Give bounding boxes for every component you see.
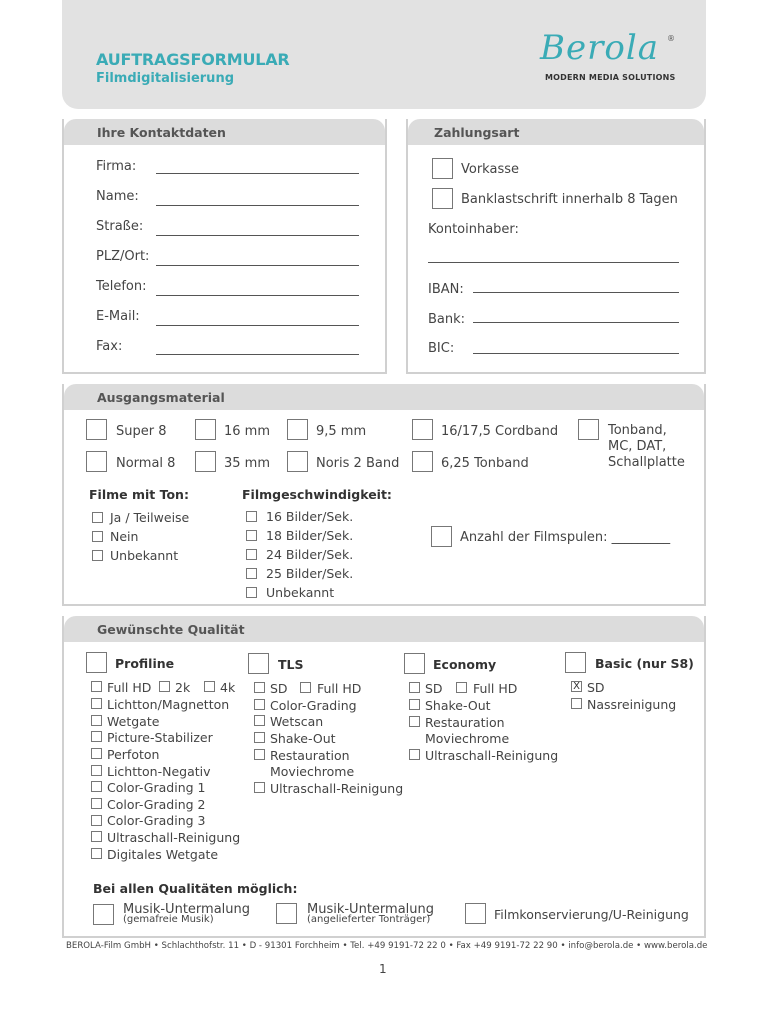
profiline-item-label: Lichtton-Negativ	[107, 764, 211, 779]
profiline-4k-checkbox[interactable]	[204, 681, 215, 692]
noris-label: Noris 2 Band	[316, 456, 400, 471]
registered-mark: ®	[667, 34, 675, 43]
contact-label-strasse: Straße:	[96, 219, 144, 234]
extra-conservation-label: Filmkonservierung/U-Reinigung	[494, 907, 689, 922]
tls-fullhd-checkbox[interactable]	[300, 682, 311, 693]
bic-field[interactable]	[473, 353, 679, 354]
iban-field[interactable]	[473, 292, 679, 293]
basic-sd-checkbox[interactable]	[571, 681, 582, 692]
extra-music-gemafrei-sub: (gemafreie Musik)	[123, 914, 214, 925]
profiline-checkbox[interactable]	[86, 652, 107, 673]
speed-unbekannt-label: Unbekannt	[266, 585, 335, 600]
economy-fullhd-label: Full HD	[473, 681, 518, 696]
profiline-item-checkbox[interactable]	[91, 765, 102, 776]
contact-field-firma[interactable]	[156, 173, 359, 174]
profiline-item-label: Wetgate	[107, 714, 160, 729]
lastschrift-checkbox[interactable]	[432, 188, 453, 209]
payment-panel-title: Zahlungsart	[408, 119, 704, 145]
extra-music-own-checkbox[interactable]	[276, 903, 297, 924]
mm16-checkbox[interactable]	[195, 419, 216, 440]
bic-label: BIC:	[428, 341, 455, 356]
profiline-item-checkbox[interactable]	[91, 781, 102, 792]
profiline-item-checkbox[interactable]	[91, 698, 102, 709]
basic-sd-label: SD	[587, 680, 605, 695]
economy-ultra-label: Ultraschall-Reinigung	[425, 748, 559, 763]
tonband-checkbox[interactable]	[578, 419, 599, 440]
form-title: AUFTRAGSFORMULAR	[96, 50, 290, 69]
form-subtitle: Filmdigitalisierung	[96, 71, 234, 86]
profiline-4k-label: 4k	[220, 680, 236, 695]
material-panel-title: Ausgangsmaterial	[64, 384, 704, 410]
all-qualities-heading: Bei allen Qualitäten möglich:	[93, 881, 298, 896]
basic-nass-label: Nassreinigung	[587, 697, 677, 712]
profiline-2k-checkbox[interactable]	[159, 681, 170, 692]
economy-moviechrome-label: Moviechrome	[425, 731, 510, 746]
page-number: 1	[379, 962, 387, 976]
economy-sd-checkbox[interactable]	[409, 682, 420, 693]
tls-item-label: Shake-Out	[270, 731, 336, 746]
contact-panel-title: Ihre Kontaktdaten	[64, 119, 385, 145]
tonband-label-1: Tonband,	[608, 423, 667, 438]
profiline-item-label: Color-Grading 2	[107, 797, 206, 812]
speed-25-checkbox[interactable]	[246, 568, 257, 579]
tls-moviechrome-label: Moviechrome	[270, 764, 355, 779]
tls-item-checkbox[interactable]	[254, 732, 265, 743]
ton-heading: Filme mit Ton:	[89, 487, 189, 502]
economy-item-checkbox[interactable]	[409, 699, 420, 710]
speed-unbekannt-checkbox[interactable]	[246, 587, 257, 598]
speed-18-label: 18 Bilder/Sek.	[266, 528, 354, 543]
ton-unbekannt-checkbox[interactable]	[92, 550, 103, 561]
cordband-label: 16/17,5 Cordband	[441, 424, 559, 439]
extra-music-own-label: Musik-Untermalung	[307, 902, 434, 917]
profiline-label: Profiline	[115, 656, 175, 671]
tls-sd-checkbox[interactable]	[254, 682, 265, 693]
contact-field-email[interactable]	[156, 325, 359, 326]
speed-24-label: 24 Bilder/Sek.	[266, 547, 354, 562]
contact-label-firma: Firma:	[96, 159, 137, 174]
tls-item-label: Restauration	[270, 748, 350, 763]
vorkasse-label: Vorkasse	[461, 162, 519, 177]
super8-label: Super 8	[116, 424, 167, 439]
ton-nein-checkbox[interactable]	[92, 531, 103, 542]
normal8-checkbox[interactable]	[86, 451, 107, 472]
ton-ja-label: Ja / Teilweise	[110, 510, 190, 525]
profiline-item-checkbox[interactable]	[91, 848, 102, 859]
tls-item-checkbox[interactable]	[254, 699, 265, 710]
normal8-label: Normal 8	[116, 456, 176, 471]
tls-sd-label: SD	[270, 681, 288, 696]
mm16-label: 16 mm	[224, 424, 271, 439]
speed-16-label: 16 Bilder/Sek.	[266, 509, 354, 524]
contact-panel	[62, 119, 387, 374]
vorkasse-checkbox[interactable]	[432, 158, 453, 179]
speed-25-label: 25 Bilder/Sek.	[266, 566, 354, 581]
kontoinhaber-label: Kontoinhaber:	[428, 222, 519, 237]
reels-label[interactable]: Anzahl der Filmspulen: _________	[460, 530, 671, 545]
bank-label: Bank:	[428, 312, 466, 327]
tls-item-checkbox[interactable]	[254, 749, 265, 760]
logo-tagline: MODERN MEDIA SOLUTIONS	[545, 73, 676, 82]
contact-field-plz[interactable]	[156, 265, 359, 266]
extra-music-own-sub: (angelieferter Tonträger)	[307, 914, 431, 925]
tonband-label-2: MC, DAT,	[608, 439, 667, 454]
economy-sd-label: SD	[425, 681, 443, 696]
profiline-item-label: Ultraschall-Reinigung	[107, 830, 241, 845]
tls-ultra-checkbox[interactable]	[254, 782, 265, 793]
contact-label-plz: PLZ/Ort:	[96, 249, 150, 264]
tls-item-checkbox[interactable]	[254, 715, 265, 726]
tonband625-label: 6,25 Tonband	[441, 456, 529, 471]
profiline-item-checkbox[interactable]	[91, 831, 102, 842]
mm95-label: 9,5 mm	[316, 424, 367, 439]
profiline-item-checkbox[interactable]	[91, 731, 102, 742]
noris-checkbox[interactable]	[287, 451, 308, 472]
tls-ultra-label: Ultraschall-Reinigung	[270, 781, 404, 796]
basic-label: Basic (nur S8)	[595, 656, 694, 671]
contact-field-fax[interactable]	[156, 354, 359, 355]
contact-label-email: E-Mail:	[96, 309, 140, 324]
speed-24-checkbox[interactable]	[246, 549, 257, 560]
contact-label-telefon: Telefon:	[96, 279, 147, 294]
contact-label-fax: Fax:	[96, 339, 123, 354]
profiline-item-label: Color-Grading 3	[107, 813, 206, 828]
profiline-item-label: Picture-Stabilizer	[107, 730, 213, 745]
berola-logo: Berola	[540, 28, 659, 68]
mm35-checkbox[interactable]	[195, 451, 216, 472]
footer-address: BEROLA-Film GmbH • Schlachthofstr. 11 • D - 91301 Forchheim • Tel. +49 9191-72 22 0 • Fax +49 9191-72 22 90 • info@berola.de • www.berola.de	[66, 941, 708, 951]
profiline-fullhd-label: Full HD	[107, 680, 152, 695]
tls-item-label: Color-Grading	[270, 698, 357, 713]
basic-checkbox[interactable]	[565, 652, 586, 673]
profiline-item-checkbox[interactable]	[91, 815, 102, 826]
checked-x-icon: X	[573, 681, 580, 692]
bank-field[interactable]	[473, 322, 679, 323]
basic-nass-checkbox[interactable]	[571, 698, 582, 709]
tls-fullhd-label: Full HD	[317, 681, 362, 696]
profiline-2k-label: 2k	[175, 680, 191, 695]
economy-item-label: Shake-Out	[425, 698, 491, 713]
economy-label: Economy	[433, 657, 497, 672]
tonband-label-3: Schallplatte	[608, 455, 685, 470]
tonband625-checkbox[interactable]	[412, 451, 433, 472]
tls-checkbox[interactable]	[248, 653, 269, 674]
tls-label: TLS	[278, 657, 304, 672]
extra-music-gemafrei-label: Musik-Untermalung	[123, 902, 250, 917]
profiline-item-label: Color-Grading 1	[107, 780, 206, 795]
contact-field-telefon[interactable]	[156, 295, 359, 296]
economy-item-checkbox[interactable]	[409, 716, 420, 727]
economy-checkbox[interactable]	[404, 653, 425, 674]
profiline-item-label: Lichtton/Magnetton	[107, 697, 230, 712]
mm95-checkbox[interactable]	[287, 419, 308, 440]
profiline-item-label: Perfoton	[107, 747, 160, 762]
tls-item-label: Wetscan	[270, 714, 324, 729]
reels-checkbox[interactable]	[431, 526, 452, 547]
extra-conservation-checkbox[interactable]	[465, 903, 486, 924]
iban-label: IBAN:	[428, 282, 464, 297]
ton-ja-checkbox[interactable]	[92, 512, 103, 523]
economy-item-label: Restauration	[425, 715, 505, 730]
contact-field-name[interactable]	[156, 205, 359, 206]
speed-16-checkbox[interactable]	[246, 511, 257, 522]
economy-fullhd-checkbox[interactable]	[456, 682, 467, 693]
super8-checkbox[interactable]	[86, 419, 107, 440]
contact-field-strasse[interactable]	[156, 235, 359, 236]
mm35-label: 35 mm	[224, 456, 271, 471]
ton-nein-label: Nein	[110, 529, 139, 544]
ton-unbekannt-label: Unbekannt	[110, 548, 179, 563]
kontoinhaber-field[interactable]	[428, 262, 679, 263]
contact-label-name: Name:	[96, 189, 139, 204]
profiline-item-checkbox[interactable]	[91, 798, 102, 809]
extra-music-gemafrei-checkbox[interactable]	[93, 904, 114, 925]
economy-ultra-checkbox[interactable]	[409, 749, 420, 760]
profiline-item-checkbox[interactable]	[91, 715, 102, 726]
speed-18-checkbox[interactable]	[246, 530, 257, 541]
profiline-fullhd-checkbox[interactable]	[91, 681, 102, 692]
speed-heading: Filmgeschwindigkeit:	[242, 487, 392, 502]
profiline-item-checkbox[interactable]	[91, 748, 102, 759]
profiline-item-label: Digitales Wetgate	[107, 847, 219, 862]
quality-panel-title: Gewünschte Qualität	[64, 616, 704, 642]
cordband-checkbox[interactable]	[412, 419, 433, 440]
lastschrift-label: Banklastschrift innerhalb 8 Tagen	[461, 192, 678, 207]
